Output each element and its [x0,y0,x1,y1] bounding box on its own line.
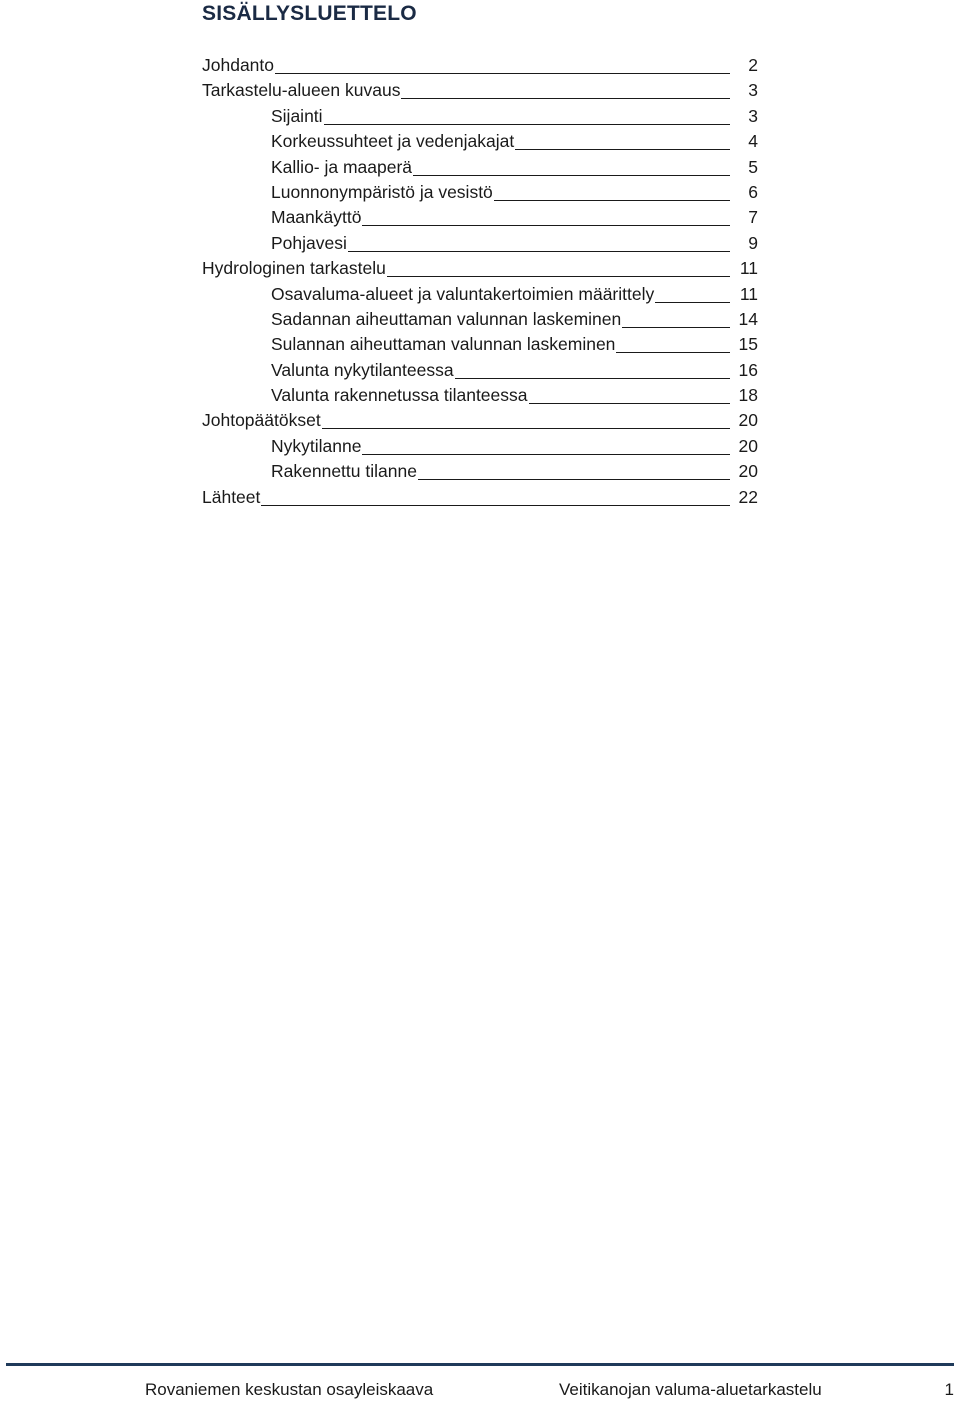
toc-entry-page: 16 [738,359,758,380]
footer-page-number: 1 [944,1380,954,1399]
toc-entry-page: 11 [739,283,758,304]
toc-entry[interactable] [202,282,758,307]
toc-entry-title: Osavaluma-alueet ja valuntakertoimien määrittely [271,283,655,304]
toc-entry-title: Rakennettu tilanne [271,461,417,482]
toc-entry[interactable] [202,78,758,103]
toc-entry-page: 7 [748,207,758,228]
page-title: SISÄLLYSLUETTELO [202,2,417,25]
toc-entry-title: Sadannan aiheuttaman valunnan laskeminen [271,308,622,329]
toc-entry-title: Luonnonympäristö ja vesistö [271,181,493,202]
table-of-contents [202,53,758,510]
toc-entry-page: 11 [739,258,758,279]
toc-leader-line [261,505,730,506]
toc-entry-title: Korkeussuhteet ja vedenjakajat [271,131,515,152]
toc-entry[interactable] [202,383,758,408]
footer-document-title: Rovaniemen keskustan osayleiskaava [145,1380,434,1399]
toc-entry[interactable] [202,332,758,357]
toc-entry-title: Lähteet [202,486,261,507]
toc-entry-page: 20 [738,435,758,456]
toc-entry[interactable] [202,408,758,433]
toc-entry-page: 15 [738,334,758,355]
toc-leader-line [348,251,730,252]
footer-divider [6,1363,954,1366]
toc-leader-line [362,225,730,226]
toc-entry-title: Johdanto [202,55,275,75]
toc-entry[interactable] [202,104,758,129]
toc-entry-page: 14 [738,308,758,329]
toc-entry-title: Tarkastelu-alueen kuvaus [202,80,401,101]
toc-leader-line [387,276,730,277]
toc-leader-line [655,302,730,303]
toc-leader-line [616,352,730,353]
toc-entry-page: 5 [748,156,758,177]
toc-entry[interactable] [202,129,758,154]
toc-entry-page: 3 [748,105,758,126]
toc-entry-page: 20 [738,410,758,431]
toc-entry-title: Sulannan aiheuttaman valunnan laskeminen [271,334,616,355]
toc-leader-line [455,378,730,379]
toc-leader-line [322,428,730,429]
toc-leader-line [362,454,730,455]
toc-entry-title: Kallio- ja maaperä [271,156,413,177]
toc-leader-line [324,124,730,125]
toc-entry-title: Valunta nykytilanteessa [271,359,454,380]
toc-leader-line [622,327,730,328]
toc-entry[interactable] [202,53,758,78]
toc-entry[interactable] [202,358,758,383]
toc-entry[interactable] [202,459,758,484]
toc-entry-page: 18 [738,385,758,406]
toc-entry-title: Sijainti [271,105,323,126]
toc-entry-title: Pohjavesi [271,232,347,253]
toc-entry[interactable] [202,485,758,510]
toc-entry-page: 20 [738,461,758,482]
toc-entry-title: Nykytilanne [271,435,362,456]
toc-leader-line [418,479,730,480]
toc-entry[interactable] [202,205,758,230]
toc-entry-page: 3 [748,80,758,101]
toc-entry-title: Hydrologinen tarkastelu [202,258,386,279]
toc-entry-page: 9 [748,232,758,253]
toc-leader-line [515,149,730,150]
toc-entry-title: Valunta rakennetussa tilanteessa [271,385,528,406]
toc-entry[interactable] [202,180,758,205]
toc-entry-page: 6 [748,181,758,202]
toc-entry[interactable] [202,155,758,180]
toc-entry-page: 22 [738,486,758,507]
footer-section-title: Veitikanojan valuma-aluetarkastelu [559,1380,822,1399]
toc-entry-title: Maankäyttö [271,207,362,228]
toc-entry-page: 4 [748,131,758,152]
toc-leader-line [275,73,730,74]
toc-leader-line [413,175,730,176]
toc-entry[interactable] [202,307,758,332]
toc-entry-page: 2 [748,55,758,75]
toc-entry[interactable] [202,231,758,256]
toc-entry-title: Johtopäätökset [202,410,321,431]
toc-leader-line [494,200,730,201]
toc-entry[interactable] [202,434,758,459]
toc-leader-line [529,403,730,404]
toc-leader-line [401,98,730,99]
page-footer [0,1378,960,1402]
toc-entry[interactable] [202,256,758,281]
